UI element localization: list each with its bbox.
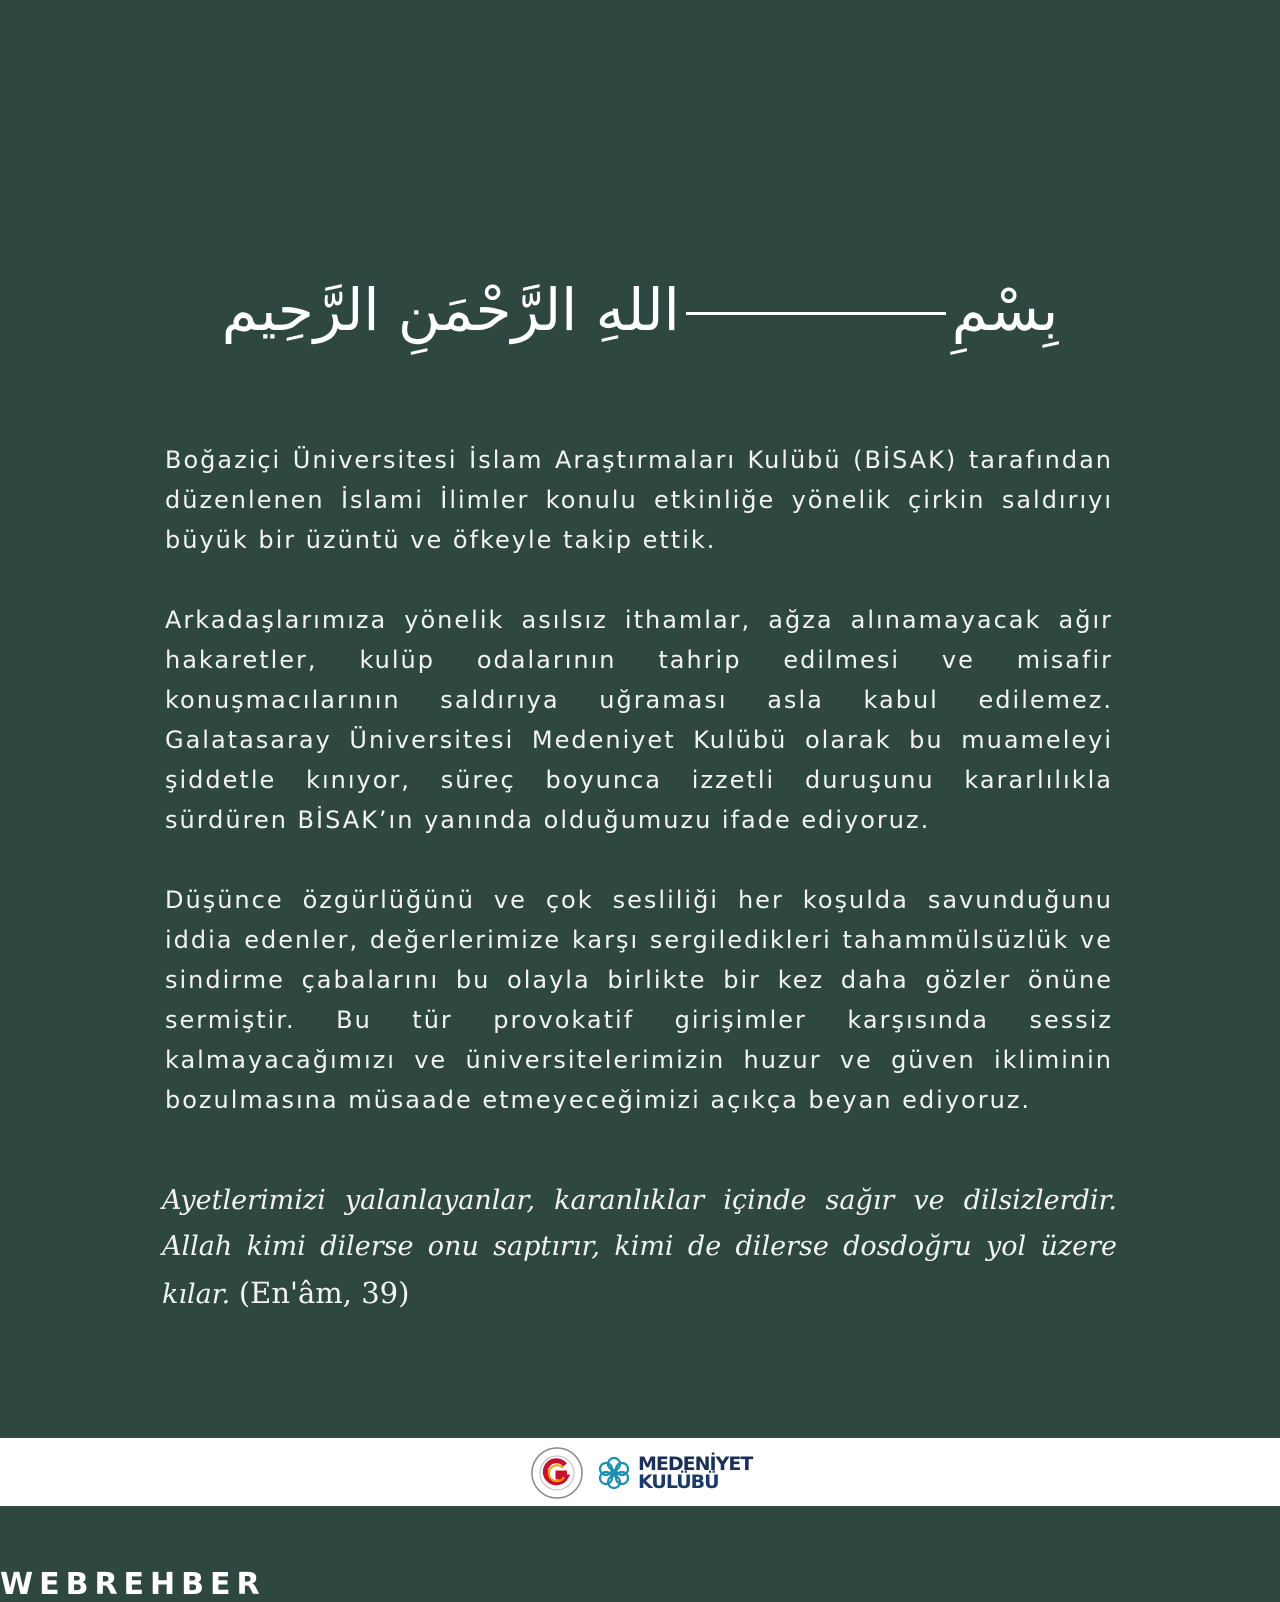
medeniyet-club-emblem-icon: [594, 1453, 634, 1493]
statement-paragraph-2: Arkadaşlarımıza yönelik asılsız ithamlar, ağza alınamayacak ağır hakaretler, kulüp odalarının tahrip edilmesi ve misafir konuşmacılarının saldırıya uğraması asla kabul edilemez. Galatasaray Üniversitesi Medeniyet Kulübü olarak bu muameleyi şiddetle kınıyor, süreç boyunca izzetli duruşunu kararlılıkla sürdüren BİSAK’ın yanında olduğumuzu ifade ediyoruz.: [165, 606, 1113, 834]
webrehber-watermark: WEBREHBER: [0, 1567, 266, 1602]
club-name-line-2: KULÜBÜ: [638, 1471, 719, 1493]
statement-paragraph-1: Boğaziçi Üniversitesi İslam Araştırmaları Kulübü (BİSAK) tarafından düzenlenen İslami İlimler konulu etkinliğe yönelik çirkin saldırıyı büyük bir üzüntü ve öfkeyle takip ettik.: [165, 446, 1113, 554]
statement-paragraph-3: Düşünce özgürlüğünü ve çok sesliliği her koşulda savunduğunu iddia edenler, değerlerimize karşı sergiledikleri tahammülsüzlük ve sindirme çabalarını bu olayla birlikte bir kez daha gözler önüne sermiştir. Bu tür provokatif girişimler karşısında sessiz kalmayacağımızı ve üniversitelerimizin huzur ve güven ikliminin bozulmasına müsaade etmeyeceğimizi açıkça beyan ediyoruz.: [165, 886, 1113, 1114]
basmala-calligraphy: [0, 255, 1280, 365]
club-name-line-1: MEDENİYET: [638, 1453, 753, 1475]
statement-body: [165, 440, 1113, 1160]
verse-text: Ayetlerimizi yalanlayanlar, karanlıklar içinde sağır ve dilsizlerdir. Allah kimi dilerse onu saptırır, kimi de dilerse dosdoğru yol üzere kılar.: [162, 1185, 1117, 1310]
footer-logo-band: [0, 1438, 1280, 1506]
galatasaray-university-seal-icon: [530, 1446, 584, 1500]
medeniyet-club-wordmark: [638, 1455, 752, 1491]
basmala-rest: اللهِ الرَّحْمَنِ الرَّحِيم: [221, 276, 680, 344]
basmala-first-word: بِسْمِ: [951, 276, 1059, 344]
verse-reference: (En'âm, 39): [238, 1276, 410, 1310]
quran-verse-quote: [162, 1178, 1117, 1318]
footer-logos: [530, 1444, 752, 1502]
basmala-elongation: [686, 312, 946, 315]
